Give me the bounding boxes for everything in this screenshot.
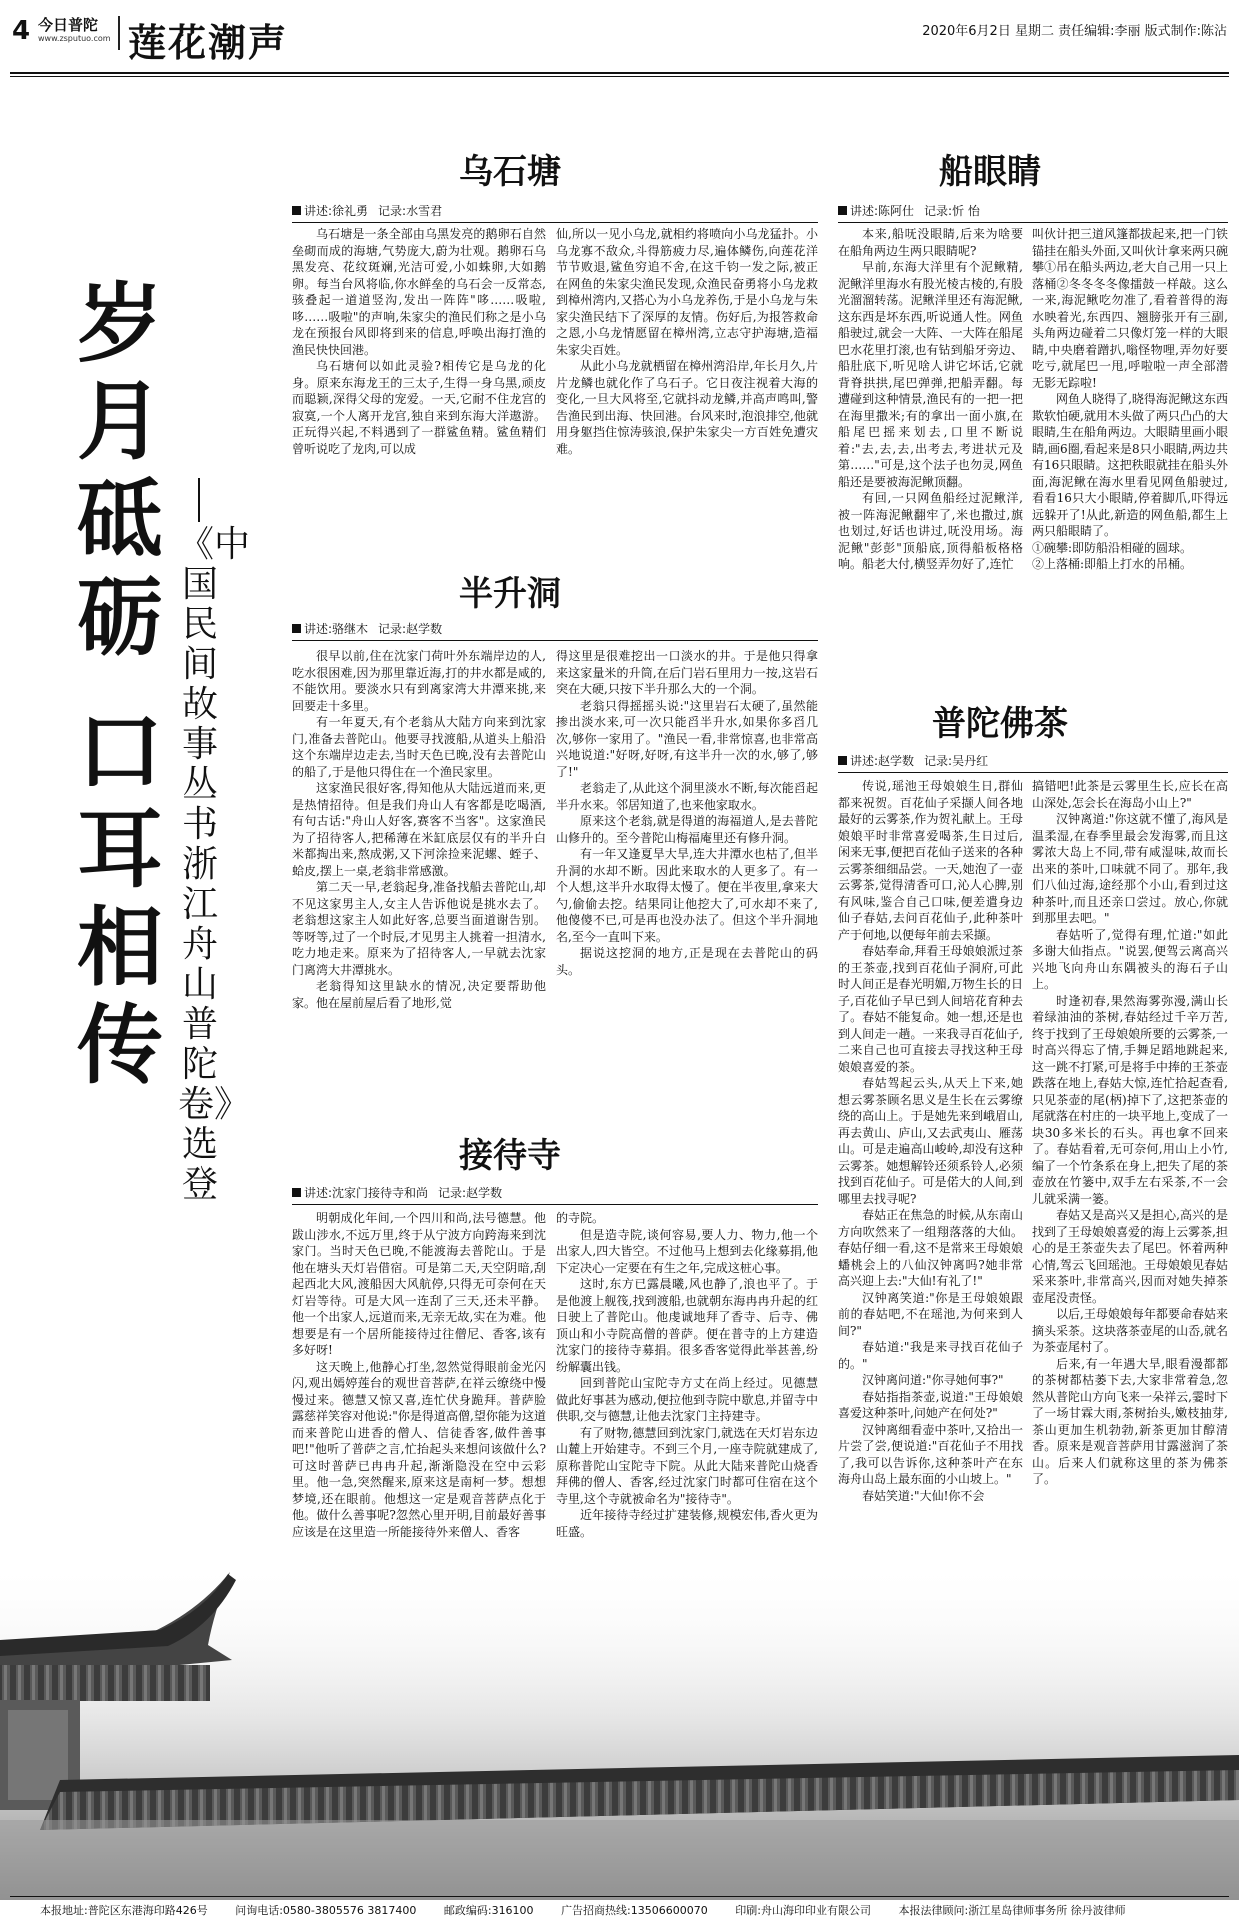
- paragraph: 很早以前,住在沈家门荷叶外东端岸边的人,吃水很困难,因为那里靠近海,打的井水都是咸的,不能饮用。要淡水只有到离家湾大井潭来挑,来回要走十多里。: [292, 649, 546, 713]
- paragraph: 回到普陀山宝陀寺方丈在尚上经过。见德慧做此好事甚为感动,便拉他到寺院中歇息,并留寺中供职,交与德慧,让他去沈家门主持建寺。: [556, 1376, 818, 1423]
- narrator: 讲述:骆继木: [304, 622, 369, 636]
- paragraph: 以后,王母娘娘每年都要命春姑来摘头采茶。这块落茶壶尾的山岙,就名为茶壶尾村了。: [1032, 1307, 1228, 1354]
- paragraph: 有一年又逢夏旱大旱,连大井潭水也枯了,但半升洞的水却不断。因此来取水的人更多了。有一个人想,这半升水取得太慢了。便在半夜里,拿来大勺,偷偷去挖。结果同让他挖大了,可水却不来了,他傻傻不已,可是再也没办法了。但这个半升洞地名,至今一直叫下来。: [556, 847, 818, 944]
- paragraph: 搞错吧!此茶是云雾里生长,应长在高山深处,怎会长在海岛小山上?": [1032, 779, 1228, 810]
- paragraph: 春姑正在焦急的时候,从东南山方向吹然来了一组翔落落的大仙。春姑仔细一看,这不是常来王母娘娘蟠桃会上的八仙汉钟离吗?她非常高兴迎上去:"大仙!有礼了!": [838, 1208, 1023, 1288]
- footer-rule: [10, 1896, 1229, 1897]
- paragraph: 春姑指指茶壶,说道:"王母娘娘喜爱这种茶叶,问她产在何处?": [838, 1389, 1023, 1420]
- paragraph: 近年接待寺经过扩建装修,规模宏伟,香火更为旺盛。: [556, 1508, 818, 1539]
- footer-address: 本报地址:普陀区东港海印路426号: [40, 1904, 208, 1917]
- paragraph: 从此小乌龙就栖留在樟州湾沿岸,年长月久,片片龙鳞也就化作了乌石子。它日夜注视着大海的变化,一旦大风将至,它就抖动龙鳞,并高声鸣叫,警告渔民到出海、快回港。台风来时,泡浪排空,他就用身躯挡住惊涛骇浪,保护朱家尖一方百姓免遭灾难。: [556, 359, 818, 456]
- narrator: 讲述:陈阿仕: [850, 204, 915, 218]
- footer-legal: 本报法律顾问:浙江星岛律师事务所 徐丹波律师: [898, 1904, 1126, 1917]
- paragraph: 汉钟离问道:"你寻她何事?": [862, 1373, 1004, 1387]
- paragraph: 但是造寺院,谈何容易,要人力、物力,他一个出家人,四大皆空。不过他马上想到去化缘募捐,他下定决心一定要在有生之年,完成这桩心事。: [556, 1227, 818, 1275]
- paragraph: 时逢初春,果然海雾弥漫,满山长着绿油油的茶树,春姑经过千辛万苦,终于找到了王母娘娘所要的云雾茶,一时高兴得忘了情,手舞足蹈地跳起来,这一跳不打紧,可是将手中捧的王茶壶跌落在地上,春姑大惊,连忙拾起查看,只见茶壶的尾(柄)掉下了,这把茶壶的尾就落在村庄的一块平地上,变成了一块30多米长的石头。再也拿不回来了。春姑看着,无可奈何,用山上小竹,编了一个竹条系在身上,把失了尾的茶壶放在竹篓中,双手左右采茶,不一会儿就采满一篓。: [1032, 993, 1228, 1206]
- recorder: 记录:赵学数: [378, 622, 443, 636]
- paragraph: 有回,一只网鱼船经过泥鳅洋,被一阵海泥鳅翻牢了,米也撒过,旗也划过,好话也讲过,呒没用场。海泥鳅"彭彭"顶船底,顶得船板格格响。船老大付,横竖弄勿好了,连忙: [838, 491, 1023, 571]
- paragraph: 得这里是很难挖出一口淡水的井。于是他只得拿来这家量米的升筒,在后门岩石里用力一按,这岩石突在大硬,只按下半升那么大的一个洞。: [556, 649, 818, 696]
- paragraph: 汉钟离道:"你这就不懂了,海风是温柔湿,在春季里最会发海雾,而且这雾浓大岛上不同,带有咸湿味,故而长出来的茶叶,口味就不同了。那年,我们八仙过海,途经那个小山,看到过这种茶叶,而且还亲口尝过。放心,你就到那里去吧。": [1032, 812, 1228, 925]
- byline-chuanyanjing: [838, 202, 1228, 223]
- paragraph: 老翁走了,从此这个洞里淡水不断,每次能舀起半升水来。邻居知道了,也来他家取水。: [556, 781, 818, 812]
- footer-phone: 问询电话:0580-3805576 3817400: [235, 1904, 417, 1917]
- paragraph: 春姑奉命,拜看王母娘娘派过茶的王茶壶,找到百花仙子洞府,可此时人间正是春光明媚,万物生长的日子,百花仙子早已到人间培花育种去了。春姑不能复命。她一想,还是也到人间走一趟。一来我寻百花仙子,二来自己也可直接去寻找这种王母娘娘喜爱的茶。: [838, 944, 1023, 1074]
- paragraph: 这时,东方已露晨曦,风也静了,浪也平了。于是他渡上舰筏,找到渡船,也就朝东海冉冉升起的红日驶上了普陀山。他虔诚地拜了香寺、后寺、佛顶山和小寺院高僧的普萨。便在普寺的上方建造沈家门的接待寺募捐。很多香客觉得此举甚善,纷纷解囊出钱。: [556, 1277, 818, 1374]
- paragraph: 这天晚上,他静心打坐,忽然觉得眼前金光闪闪,观出嫣婷莲台的观世音菩萨,在祥云缭绕中慢慢过来。德慧又惊又喜,连忙伏身跪拜。普萨脸露慈祥笑容对他说:"你是得道高僧,望你能为这道而来普陀山进香的僧人、信徒香客,做件善事吧!"他听了普萨之言,忙抬起头来想问该做什么?可这时普萨已冉冉升起,渐渐隐没在空中云彩里。他一急,突然醒来,原来这是南柯一梦。想想梦境,还在眼前。他想这一定是观音菩萨点化于他。做什么善事呢?忽然心里开明,目前最好善事应该是在这里造一所能接待外来僧人、香客: [292, 1359, 546, 1539]
- feature-title-line1: 岁月砥砺: [77, 274, 163, 668]
- recorder: 记录:赵学数: [438, 1186, 503, 1200]
- article-title-putuofocha: 普陀佛茶: [932, 704, 1068, 744]
- paragraph: 后来,有一年遇大旱,眼看漫都都的茶树都枯萎下去,大家非常着急,忽然从普陀山方向飞来一朵祥云,霎时下了一场甘霖大雨,茶树抬头,嫩枝抽芽,茶山更加生机勃勃,新茶更加甘醇清香。原来是观音菩萨用甘露滋润了茶山。后来人们就称这里的茶为佛茶了。: [1032, 1356, 1228, 1486]
- article-column: [556, 226, 818, 522]
- paragraph: 明朝成化年间,一个四川和尚,法号德慧。他跋山涉水,不远万里,终于从宁波方向跨海来到沈家门。当时天色已晚,不能渡海去普陀山。于是他在塘头天灯岩借宿。可是第二天,天空阴暗,刮起西北大风,渡船因大风航停,只得无可奈何在天灯岩等待。可是大风一连刮了三天,还未平静。他一个出家人,远道而来,无亲无故,实在为难。他想要是有一个居所能接待过往僧尼、香客,该有多好呀!: [292, 1211, 546, 1357]
- byline-wushitang: [292, 202, 818, 223]
- article-column: [556, 648, 818, 1096]
- section-name: 莲花潮声: [128, 20, 289, 65]
- narrator: 讲述:沈家门接待寺和尚: [304, 1186, 429, 1200]
- paragraph: 春姑听了,觉得有理,忙道:"如此多谢大仙指点。"说罢,便驾云离高兴兴地飞向舟山东隅被头的海石子山上。: [1032, 927, 1228, 991]
- feature-title: [70, 275, 170, 1095]
- paragraph: 的寺院。: [556, 1211, 605, 1225]
- subtitle-dash: [198, 478, 200, 522]
- byline-jiedaisi: [292, 1184, 818, 1205]
- paragraph: 有一年夏天,有个老翁从大陆方向来到沈家门,准备去普陀山。他要寻找渡船,从道头上船沿这个东端岸边走去,当时天色已晚,没有去普陀山的船了,于是他只得住在一个渔民家里。: [292, 715, 546, 779]
- footer-postcode: 邮政编码:316100: [443, 1904, 534, 1917]
- article-column: [292, 648, 546, 1096]
- paragraph: 老翁只得摇摇头说:"这里岩石太硬了,虽然能掺出淡水来,可一次只能舀半升水,如果你多舀几次,够你一家用了。"渔民一看,非常惊喜,也非常高兴地说道:"好呀,好呀,有这半升一次的水,够了,够了!": [556, 698, 818, 779]
- narrator: 讲述:徐礼勇: [304, 204, 369, 218]
- footer-ad-phone: 广告招商热线:13506600070: [561, 1904, 708, 1917]
- paragraph: 有了财物,德慧回到沈家门,就选在天灯岩东边山麓上开始建寺。不到三个月,一座寺院就建成了,原称普陀山宝陀寺下院。从此大陆来普陀山烧香拜佛的僧人、香客,经过沈家门时都可住宿在这个寺里,这个寺就被命名为"接待寺"。: [556, 1425, 818, 1506]
- footer: [40, 1902, 1150, 1918]
- paragraph: 仙,所以一见小乌龙,就相约将喷向小乌龙猛扑。小乌龙寡不敌众,斗得筋疲力尽,遍体鳞伤,向莲花洋节节败退,鲨鱼穷追不舍,在这千钧一发之际,被正在网鱼的朱家尖渔民发现,众渔民奋勇将小乌龙救到樟州湾内,又搭心为小乌龙养伤,于是小乌龙与朱家尖渔民结下了深厚的友情。伤好后,为报答救命之恩,小乌龙情愿留在樟州湾,立志守护海塘,造福朱家尖百姓。: [556, 227, 818, 357]
- masthead-rule: [10, 72, 1229, 74]
- article-title-wushitang: 乌石塘: [459, 152, 561, 192]
- paragraph: 汉钟离笑道:"你是王母娘娘跟前的春姑吧,不在瑶池,为何来到人间?": [838, 1290, 1023, 1338]
- paragraph: 传说,瑶池王母娘娘生日,群仙都来祝贺。百花仙子采撷人间各地最好的云雾茶,作为贺礼献上。王母娘娘平时非常喜爱喝茶,生日过后,闲来无事,便把百花仙子送来的各种云雾茶细细品尝。一天,她泡了一壶云雾茶,觉得清香可口,沁人心脾,别有风味,鉴合自己口味,便差遣身边仙子春姑,去问百花仙子,此种茶叶产于何地,以便每年前去采撷。: [838, 779, 1023, 942]
- paper-url: www.zsputuo.com: [38, 34, 111, 43]
- page-number: 4: [12, 16, 31, 46]
- article-title-banshengdong: 半升洞: [459, 574, 561, 614]
- byline-putuofocha: [838, 752, 1228, 773]
- paper-logo: [38, 16, 112, 48]
- paragraph: 叫伙计把三道风篷都拔起来,把一门铁锚挂在船头外面,又叫伙计拿来两只碗攀①吊在船头两边,老大自己用一只上落桶②冬冬冬冬像擂鼓一样敲。这么一来,海泥鳅吃勿准了,看着普得的海水映着光,东西四、翘膀张开有三副,头角两边碰着二只像灯笼一样的大眼睛,中央磨着蹭扒,嗡怪物哩,弄勿好要吃亏,就尾巴一甩,呼啦啦一声全部潜无影无踪啦!: [1032, 227, 1228, 390]
- paragraph: 据说这挖洞的地方,正是现在去普陀山的码头。: [556, 946, 818, 977]
- paragraph: 原来这个老翁,就是得道的海福道人,是去普陀山修升的。至今普陀山梅福庵里还有修升洞。: [556, 814, 818, 845]
- paragraph: 春姑驾起云头,从天上下来,她想云雾茶顾名思义是生长在云雾缭绕的高山上。于是她先来到峨眉山,再去黄山、庐山,又去武夷山、雁荡山。可是走遍高山峻岭,却没有这种云雾茶。她想解铃还须系铃人,必须找到百花仙子。可是偌大的人间,到哪里去找寻呢?: [838, 1076, 1023, 1206]
- recorder: 记录:忻 怡: [924, 204, 980, 218]
- roof-tile-illustration: [0, 1360, 1239, 1900]
- paragraph: 网鱼人晓得了,晓得海泥鳅这东西欺软怕硬,就用木头做了两只凸凸的大眼睛,生在船角两边。大眼睛里画小眼睛,画6圈,看起来是8只小眼睛,两边共有16只眼睛。这把秩眼就挂在船头外面,海泥鳅在海水里看见网鱼船驶过,看看16只大小眼睛,停着脚爪,吓得远远躲开了!从此,新造的网鱼船,都生上两只船眼睛了。: [1032, 392, 1228, 538]
- masthead-rule-thin: [10, 76, 1229, 77]
- paragraph: 春姑笑道:"大仙!你不会: [862, 1488, 985, 1503]
- issue-meta: 2020年6月2日 星期二 责任编辑:李丽 版式制作:陈沾: [922, 24, 1227, 39]
- feature-title-line2: 口耳相传: [77, 702, 163, 1096]
- paragraph: 春姑又是高兴又是担心,高兴的是找到了王母娘娘喜爱的海上云雾茶,担心的是王茶壶失去了尾巴。怀着两种心情,驾云飞回瑶池。王母娘娘见春姑采来茶叶,非常高兴,因而对她失掉茶壶尾没责怪。: [1032, 1208, 1228, 1305]
- paper-name: 今日普陀: [38, 16, 99, 34]
- paragraph: 老翁得知这里缺水的情况,决定要帮助他家。他在屋前屋后看了地形,觉: [292, 979, 546, 1010]
- article-title-jiedaisi: 接待寺: [459, 1136, 561, 1176]
- masthead: [0, 0, 1239, 70]
- paragraph: 春姑道:"我是来寻找百花仙子的。": [838, 1340, 1023, 1371]
- recorder: 记录:水雪君: [378, 204, 443, 218]
- paragraph: 乌石塘何以如此灵验?相传它是乌龙的化身。原来东海龙王的三太子,生得一身乌黑,顽皮而聪颖,深得父母的宠爱。一天,它耐不住龙宫的寂寞,一个人离开龙宫,独自来到东海大洋遨游。正玩得兴起,不料遇到了一群鲨鱼精。鲨鱼精们曾听说吃了龙肉,可以成: [292, 359, 546, 456]
- footer-printer: 印刷:舟山海印印业有限公司: [735, 1904, 871, 1917]
- paragraph: 第二天一早,老翁起身,准备找船去普陀山,却不见这家男主人,女主人告诉他说是挑水去了。老翁想这家主人如此好客,总要当面道谢告别。等呀等,过了一个时辰,才见男主人挑着一担清水,吃力地走来。原来为了招待客人,一早就去沈家门离湾大井潭挑水。: [292, 880, 546, 977]
- recorder: 记录:吴丹红: [924, 754, 989, 768]
- narrator: 讲述:赵学数: [850, 754, 915, 768]
- paragraph: 本来,船呒没眼睛,后来为啥要在船角两边生两只眼睛呢?: [838, 227, 1023, 258]
- masthead-divider: [118, 16, 120, 50]
- article-column: [1032, 226, 1228, 658]
- article-column: [292, 226, 546, 522]
- paragraph: 乌石塘是一条全部由乌黑发亮的鹅卵石自然垒砌而成的海塘,气势庞大,蔚为壮观。鹅卵石乌黑发亮、花纹斑斓,光洁可爱,小如蛛卵,大如鹅卵。每当台风将临,你水鲜垒的乌石会一反常态,骇叠起一道道竖沟,发出一阵阵"哆……吸啦,哆……吸啦"的声响,朱家尖的渔民们称之是小乌龙在预报台风即将到来的信息,呼唤出海打渔的渔民快快回港。: [292, 227, 546, 357]
- paragraph: 早前,东海大洋里有个泥鳅精,泥鳅洋里海水有股光棱古棱的,有股光溜溜转荡。泥鳅洋里还有海泥鳅,这东西是坏东西,听说通人性。网鱼船驶过,就会一大阵、一大阵在船尾巴水花里打滚,也有钻到船牙旁边、船肚底下,听见啥人讲它坏话,它就背脊拱拱,尾巴弹弹,把船弄翻。每遭碰到这种情景,渔民有的一把一把在海里撒米;有的拿出一面小旗,在船尾巴摇来划去,口里不断说着:"去,去,去,出考去,考进状元及第……"可是,这个法子也勿灵,网鱼船还是要被海泥鳅顶翻。: [838, 260, 1023, 489]
- article-title-chuanyanjing: 船眼睛: [939, 152, 1041, 192]
- footnote: ①碗攀:即防船沿相碰的圆球。: [1032, 540, 1193, 555]
- footnote: ②上落桶:即船上打水的吊桶。: [1032, 557, 1193, 571]
- paragraph: 这家渔民很好客,得知他从大陆远道而来,更是热情招待。但是我们舟山人有客都是吃喝酒,有句古话:"舟山人好客,赛客不当客"。这家渔民为了招待客人,把稀薄在米缸底层仅有的半升白米都掏出来,熬成粥,又下河涂捡来泥螺、蛭子、蛤皮,摆上一桌,老翁非常感激。: [292, 781, 546, 878]
- article-column: [838, 226, 1023, 658]
- paragraph: 汉钟离细看壶中茶叶,又拾出一片尝了尝,便说道:"百花仙子不用找了,我可以告诉你,这种茶叶产在东海舟山岛上最东面的小山坡上。": [838, 1422, 1023, 1486]
- feature-subtitle: 《中国民间故事丛书浙江舟山普陀卷》选登: [178, 524, 251, 1205]
- byline-banshengdong: [292, 620, 818, 641]
